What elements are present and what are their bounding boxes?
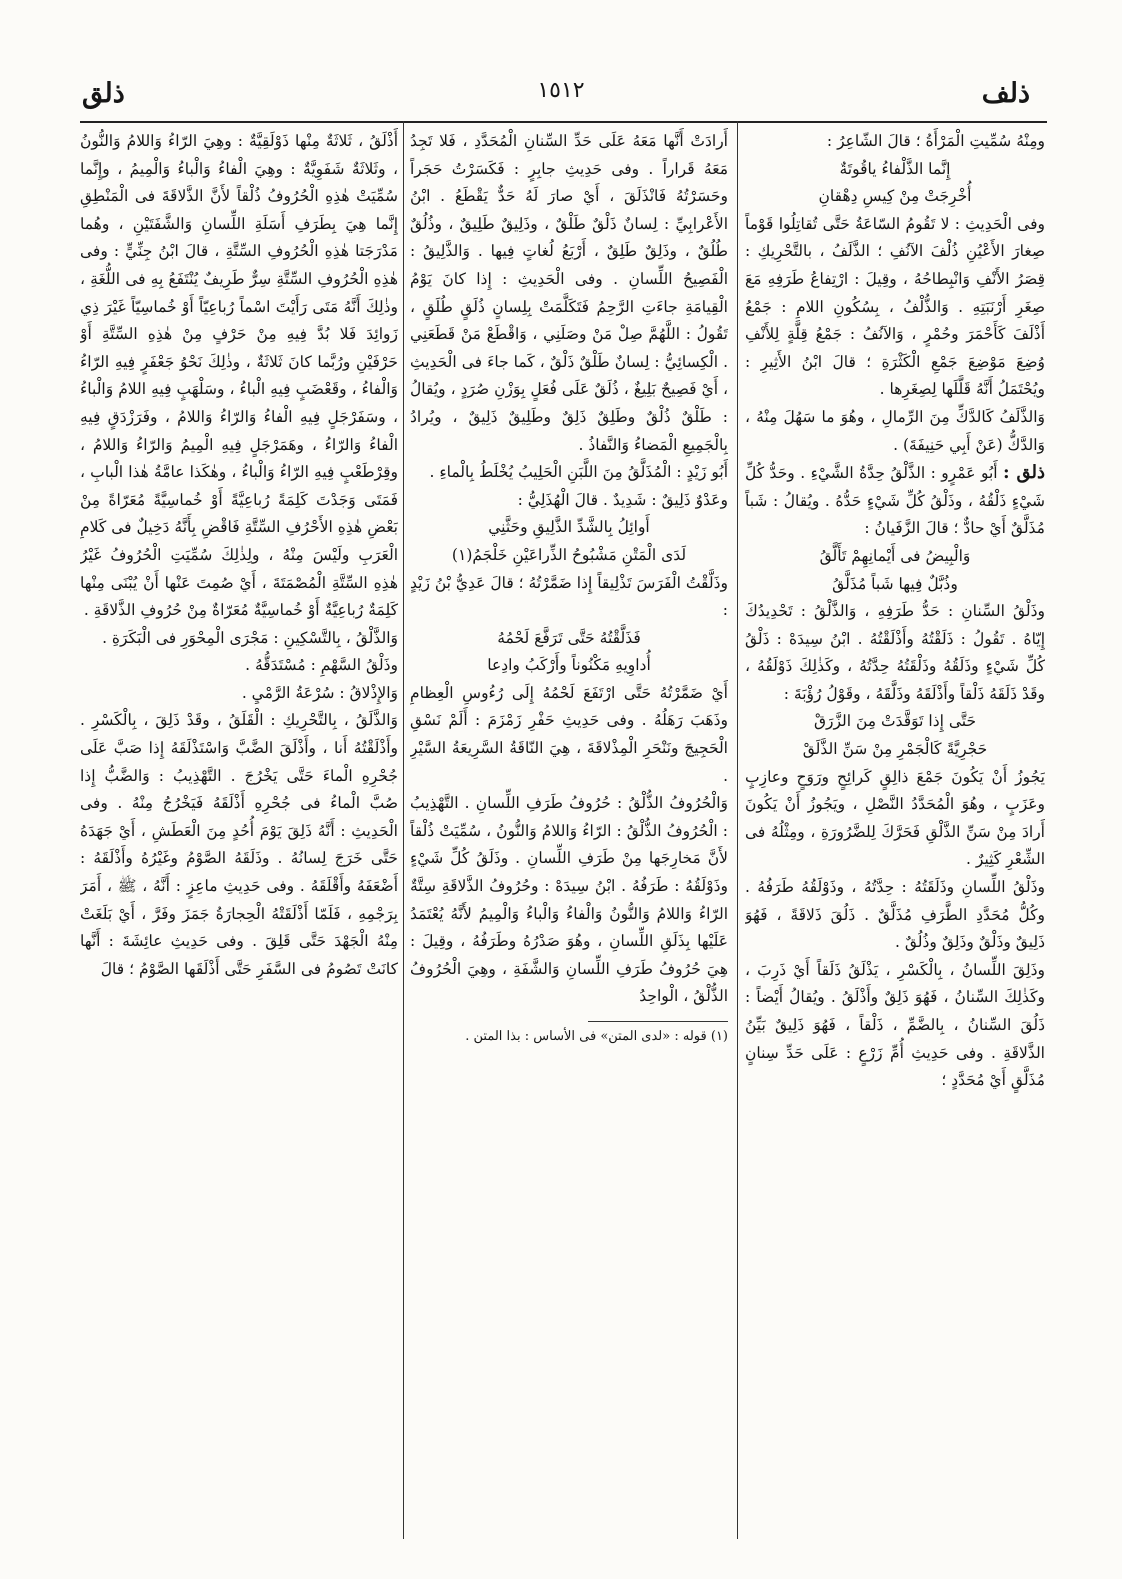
column-left — [80, 128, 398, 1539]
paragraph: يَجُوزُ أَنْ يَكُونَ جَمْعَ ذالِقٍ كَرائِحٍ ورَوَحٍ وعازِبٍ وعَزَبٍ ، وهُوَ الْمُحَدَّدُ النَّصْلِ ، ويَجُوزُ أَنْ يَكُونَ أَرادَ مِنْ سَنِّ الذَّلْقِ فَحَرَّكَ لِلضَّرُورَةِ ، ومِثْلُهُ فى الشِّعْرِ كَثِيرٌ . — [745, 767, 1045, 869]
paragraph: وذَلْقُ السِّنانِ : حَدُّ طَرَفِهِ ، وَالذَّلْقُ : تَحْدِيدُكَ إِيّاهُ . تَقُولُ : ذَلَقْتُهُ وأَذْلَقْتُهُ . ابْنُ سِيدَهْ : ذَلْقُ كُلِّ شَيْءٍ وذَلَقُهُ وذَلْقَتُهُ حِدَّتُهُ ، وكَذٰلِكَ ذَوْلَقُهُ ، وقَدْ ذَلَقَهُ ذَلْقاً وأَذْلَقَهُ وذَلَّقَهُ ، وقَوْلُ رُؤْبَةَ : — [745, 602, 1045, 703]
header-rule — [80, 121, 1047, 123]
running-header-right: ذلف — [981, 78, 1030, 109]
paragraph: أَذْلَقُ ، ثَلاثَةٌ مِنْها ذَوْلَقِيَّةٌ : وهِيَ الرّاءُ وَاللامُ وَالنُّونُ ، وثَلاثَةٌ شَفَوِيَّةٌ : وهِيَ الْفاءُ وَالْباءُ وَالْمِيمُ ، وإِنَّما سُمِّيَتْ هٰذِهِ الْحُرُوفُ ذُلْقاً لأَنَّ الذَّلاقَةَ فى الْمَنْطِقِ إِنَّما هِيَ بِطَرَفِ أَسَلَةِ اللِّسانِ وَالشَّفَتَيْنِ ، وهُما مَدْرَجَتا هٰذِهِ الْحُرُوفِ السِّتَّةِ ، قالَ ابْنُ جِنِّيٍّ : وفى هٰذِهِ الْحُرُوفِ السِّتَّةِ سِرٌّ طَرِيفٌ يُنْتَفَعُ بِهِ فى اللُّغَةِ ، وذٰلِكَ أَنَّهُ مَتَى رَأَيْتَ اسْماً رُباعِيّاً أَوْ خُماسِيّاً غَيْرَ ذِي زَوائِدَ فَلا بُدَّ فِيهِ مِنْ حَرْفٍ مِنْ هٰذِهِ السِّتَّةِ أَوْ حَرْفَيْنِ ورُبَّما كانَ ثَلاثَةٌ ، وذٰلِكَ نَحْوُ جَعْفَرٍ فِيهِ الرّاءُ وَالْفاءُ ، وقَعْضَبٍ فِيهِ الْباءُ ، وسَلْهَبٍ فِيهِ اللامُ وَالْباءُ ، وسَفَرْجَلٍ فِيهِ الْفاءُ وَالرّاءُ وَاللامُ ، وفَرَزْدَقٍ فِيهِ الْفاءُ وَالرّاءُ ، وهَمَرْجَلٍ فِيهِ الْمِيمُ وَالرّاءُ وَاللامُ ، وقِرْطَعْبٍ فِيهِ الرّاءُ وَالْباءُ ، وهٰكَذا عامَّةُ هٰذا الْبابِ ، فَمَتَى وَجَدْتَ كَلِمَةً رُباعِيَّةً أَوْ خُماسِيَّةً مُعَرّاةً مِنْ بَعْضِ هٰذِهِ الأَحْرُفِ السِّتَّةِ فَاقْضِ بِأَنَّهُ دَخِيلٌ فى كَلامِ الْعَرَبِ ولَيْسَ مِنْهُ ، ولِذٰلِكَ سُمِّيَتِ الْحُرُوفُ غَيْرُ هٰذِهِ السِّتَّةِ الْمُصْمَتَةَ ، أَيْ صُمِتَ عَنْها أَنْ يُبْنَى مِنْها كَلِمَةٌ رُباعِيَّةٌ أَوْ خُماسِيَّةٌ مُعَرّاةٌ مِنْ حُرُوفِ الذَّلاقَةِ . — [80, 132, 398, 620]
entry-paragraph — [745, 459, 1045, 543]
paragraph: أَيْ ضَمَّرْتُهُ حَتَّى ارْتَفَعَ لَحْمُهُ إِلَى رُءُوسِ الْعِظامِ وذَهَبَ رَهَلُهُ . وفى حَدِيثِ حَفْرِ زَمْزَمَ : أَلَمْ نَسْقِ الْحَجِيجَ ونَنْحَرِ الْمِذْلاقَةَ ، هِيَ النّاقَةُ السَّرِيعَةُ السَّيْرِ . — [410, 683, 728, 785]
column-middle — [410, 128, 728, 1539]
footnote: (١) قوله : «لدى المتن» فى الأساس : بذا المتن . — [465, 1029, 728, 1044]
paragraph: وذَلْقُ السَّهْمِ : مُسْتَدَقُّهُ . — [245, 656, 398, 675]
paragraph: وذَلْقُ اللِّسانِ وذَلَقَتُهُ : حِدَّتُهُ ، وذَوْلَقُهُ طَرَفُهُ . وكُلُّ مُحَدَّدِ الطَّرَفِ مُذَلَّقٌ . ذَلُقَ ذَلاقَةً ، فَهُوَ ذَلِيقٌ وذَلْقٌ وذَلِقٌ وذُلُقٌ . — [745, 878, 1045, 952]
verse-line: وذُبَّلٌ فِيها شَباً مُذَلَّقُ — [832, 574, 958, 593]
paragraph: وفى الْحَدِيثِ : لا تَقُومُ السّاعَةُ حَتَّى تُقاتِلُوا قَوْماً صِغارَ الأَعْيُنِ ذُلْفَ الآنُفِ ؛ الذَّلَفُ ، بالتَّحْرِيكِ : قِصَرُ الأَنْفِ وَانْبِطاحُهُ ، وقِيلَ : ارْتِفاعُ طَرَفِهِ مَعَ صِغَرِ أَرْنَبَتِهِ . وَالذُّلْفُ ، بِسُكُونِ اللامِ : جَمْعُ أَذْلَفَ كَأَحْمَرَ وحُمْرٍ ، وَالآنُفُ : جَمْعُ قِلَّةٍ لِلأَنْفِ وُضِعَ مَوْضِعَ جَمْعِ الْكَثْرَةِ ؛ قالَ ابْنُ الأَثِيرِ : ويُحْتَمَلُ أَنَّهُ قَلَّلَها لِصِغَرِها . — [745, 214, 1045, 399]
verse-line: إِنَّما الذَّلْفاءُ ياقُوتَةٌ — [839, 159, 951, 178]
paragraph: أَبُو زَيْدٍ : الْمُذَلَّقُ مِنَ اللَّبَنِ الْحَلِيبُ يُخْلَطُ بِالْماءِ . — [429, 463, 728, 482]
verse-line: حَجْرِيَّةً كَالْجَمْرِ مِنْ سَنِّ الذَّلَقْ — [802, 740, 988, 759]
footnote-rule — [588, 1021, 728, 1022]
verse-line: لَدَى الْمَتْنِ مَشْبُوحُ الذِّراعَيْنِ خَلْجَمُ(١) — [451, 545, 687, 564]
paragraph: وَالذَّلَقُ ، بِالتَّحْرِيكِ : الْقَلَقُ ، وقَدْ ذَلِقَ ، بِالْكَسْرِ . وأَذْلَقْتُهُ أَنا ، وأَذْلَقَ الضَّبَّ وَاسْتَذْلَقَهُ إِذا صَبَّ عَلَى جُحْرِهِ الْماءَ حَتَّى يَخْرُجَ . التَّهْذِيبُ : وَالضَّبُّ إِذا صُبَّ الْماءُ فى جُحْرِهِ أَذْلَقَهُ فَيَخْرُجُ مِنْهُ . وفى الْحَدِيثِ : أَنَّهُ ذَلِقَ يَوْمَ أُحُدٍ مِنَ الْعَطَشِ ، أَيْ جَهَدَهُ حَتَّى خَرَجَ لِسانُهُ . وذَلَقَهُ الصَّوْمُ وغَيْرُهُ وأَذْلَقَهُ : أَضْعَفَهُ وأَقْلَقَهُ . وفى حَدِيثِ ماعِزٍ : أَنَّهُ ، ﷺ ، أَمَرَ بِرَجْمِهِ ، فَلَمّا أَذْلَقَتْهُ الْحِجارَةُ جَمَزَ وفَرَّ ، أَيْ بَلَغَتْ مِنْهُ الْجَهْدَ حَتَّى قَلِقَ . وفى حَدِيثِ عائِشَةَ : أَنَّها كانَتْ تَصُومُ فى السَّفَرِ حَتَّى أَذْلَقَها الصَّوْمُ ؛ قالَ — [80, 711, 398, 978]
paragraph: وعَدْوٌ ذَلِيقٌ : شَدِيدٌ . قالَ الْهُذَلِيُّ : — [517, 490, 728, 509]
paragraph: وَالذَّلَفُ كَالدَّكِّ مِنَ الرِّمالِ ، وهُوَ ما سَهُلَ مِنْهُ ، وَالدَّكُّ (عَنْ أَبِي حَنِيفَةَ) . — [745, 407, 1045, 454]
paragraph: ومِنْهُ سُمِّيتِ الْمَرْأَةُ ؛ قالَ الشّاعِرُ : — [826, 132, 1045, 150]
verse-line: وَالْبِيضُ فى أَيْمانِهِمْ تَأَلَّقُ — [819, 546, 971, 565]
paragraph: وَالإِذْلاقُ : سُرْعَةُ الرَّمْيِ . — [241, 683, 398, 702]
paragraph: أَرادَتْ أَنَّها مَعَهُ عَلَى حَدِّ السِّنانِ الْمُحَدَّدِ ، فَلا تَجِدُ مَعَهُ قَراراً . وفى حَدِيثِ جابِرٍ : فَكَسَرْتُ حَجَراً وحَسَرْتُهُ فَانْذَلَقَ ، أَيْ صارَ لَهُ حَدٌّ يَقْطَعُ . ابْنُ الأَعْرابِيِّ : لِسانٌ ذَلْقٌ طَلْقٌ ، وذَلِيقٌ طَلِيقٌ ، وذُلُقٌ طُلُقٌ ، وذَلِقٌ طَلِقٌ ، أَرْبَعُ لُغاتٍ فِيها . وَالذَّلِيقُ : الْفَصِيحُ اللِّسانِ . وفى الْحَدِيثِ : إِذا كانَ يَوْمُ الْقِيامَةِ جاءَتِ الرَّحِمُ فَتَكَلَّمَتْ بِلِسانٍ ذُلَقٍ طُلَقٍ ، تَقُولُ : اللَّهُمَّ صِلْ مَنْ وصَلَنِي ، وَاقْطَعْ مَنْ قَطَعَنِي . الْكِسائِيُّ : لِسانٌ طَلْقٌ ذَلْقٌ ، كَما جاءَ فى الْحَدِيثِ ، أَيْ فَصِيحٌ بَلِيغٌ ، ذُلَقٌ عَلَى فُعَلٍ بِوَزْنِ صُرَدٍ ، ويُقالُ : طَلْقٌ ذُلْقٌ وطَلِقٌ ذَلِقٌ وطَلِيقٌ ذَلِيقٌ ، ويُرادُ بِالْجَمِيعِ الْمَضاءُ وَالنَّفاذُ . — [410, 132, 728, 454]
column-divider — [403, 121, 404, 1539]
verse-line: فَذَلَّقْتُهُ حَتَّى تَرَفَّعَ لَحْمُهُ — [497, 628, 641, 647]
verse-line: أُخْرِجَتْ مِنْ كِيسِ دِهْقانِ — [818, 187, 972, 206]
running-header-left: ذلق — [82, 78, 125, 109]
column-right — [745, 128, 1045, 1539]
page-number: ١٥١٢ — [537, 78, 585, 103]
verse-line: أَوائِلُ بِالشَّدِّ الذَّلِيقِ وحَثَّنِي — [488, 518, 650, 537]
paragraph: وذَلَّقْتُ الْفَرَسَ تَذْلِيقاً إِذا ضَمَّرْتُهُ ؛ قالَ عَدِيُّ بْنُ زَيْدٍ : — [410, 573, 728, 620]
entry-text: أَبُو عَمْرٍو : الذَّلْقُ حِدَّةُ الشَّيْءِ . وحَدُّ كُلِّ شَيْءٍ ذَلْقُهُ ، وذَلْقُ كُلِّ شَيْءٍ حَدُّهُ . ويُقالُ : شَباً مُذَلَّقٌ أَيْ حادٌّ ؛ قالَ الزَّفَيانُ : — [745, 464, 1045, 538]
verse-line: أُداوِيهِ مَكْنُوناً وأَرْكَبُ وادِعا — [487, 656, 651, 675]
paragraph: وَالذَّلْقُ ، بِالتَّسْكِينِ : مَجْرَى الْمِحْوَرِ فى الْبَكَرَةِ . — [102, 628, 398, 647]
paragraph: وذَلِقَ اللِّسانُ ، بِالْكَسْرِ ، يَذْلَقُ ذَلَقاً أَيْ ذَرِبَ ، وكَذٰلِكَ السِّنانُ ، فَهُوَ ذَلِقٌ وأَذْلَقُ . ويُقالُ أَيْضاً : ذَلُقَ السِّنانُ ، بِالضَّمِّ ، ذَلْقاً ، فَهُوَ ذَلِيقٌ بَيِّنُ الذَّلاقَةِ . وفى حَدِيثِ أُمِّ زَرْعٍ : عَلَى حَدِّ سِنانٍ مُذَلَّقٍ أَيْ مُحَدَّدٍ ؛ — [745, 960, 1045, 1090]
column-divider — [737, 121, 738, 1539]
entry-headword: ذلق : — [1003, 462, 1045, 484]
paragraph: وَالْحُرُوفُ الذُّلْقُ : حُرُوفُ طَرَفِ اللِّسانِ . التَّهْذِيبُ : الْحُرُوفُ الذُّلْقُ : الرّاءُ وَاللامُ وَالنُّونُ ، سُمِّيَتْ ذُلْقاً لأَنَّ مَخارِجَها مِنْ طَرَفِ اللِّسانِ . وذَلَقُ كُلِّ شَيْءٍ وذَوْلَقُهُ : طَرَفُهُ . ابْنُ سِيدَهْ : وحُرُوفُ الذَّلاقَةِ سِتَّةٌ الرّاءُ وَاللامُ وَالنُّونُ وَالْفاءُ وَالْباءُ وَالْمِيمُ لأَنَّهُ يُعْتَمَدُ عَلَيْها بِذَلَقِ اللِّسانِ ، وهُوَ صَدْرُهُ وطَرَفُهُ ، وقِيلَ : هِيَ حُرُوفُ طَرَفِ اللِّسانِ وَالشَّفَةِ ، وهِيَ الْحُرُوفُ الذُّلْقُ ، الْواحِدُ — [410, 794, 728, 1006]
verse-line: حَتَّى إِذا تَوَقَّدَتْ مِنَ الزَّرَقْ — [813, 712, 977, 731]
